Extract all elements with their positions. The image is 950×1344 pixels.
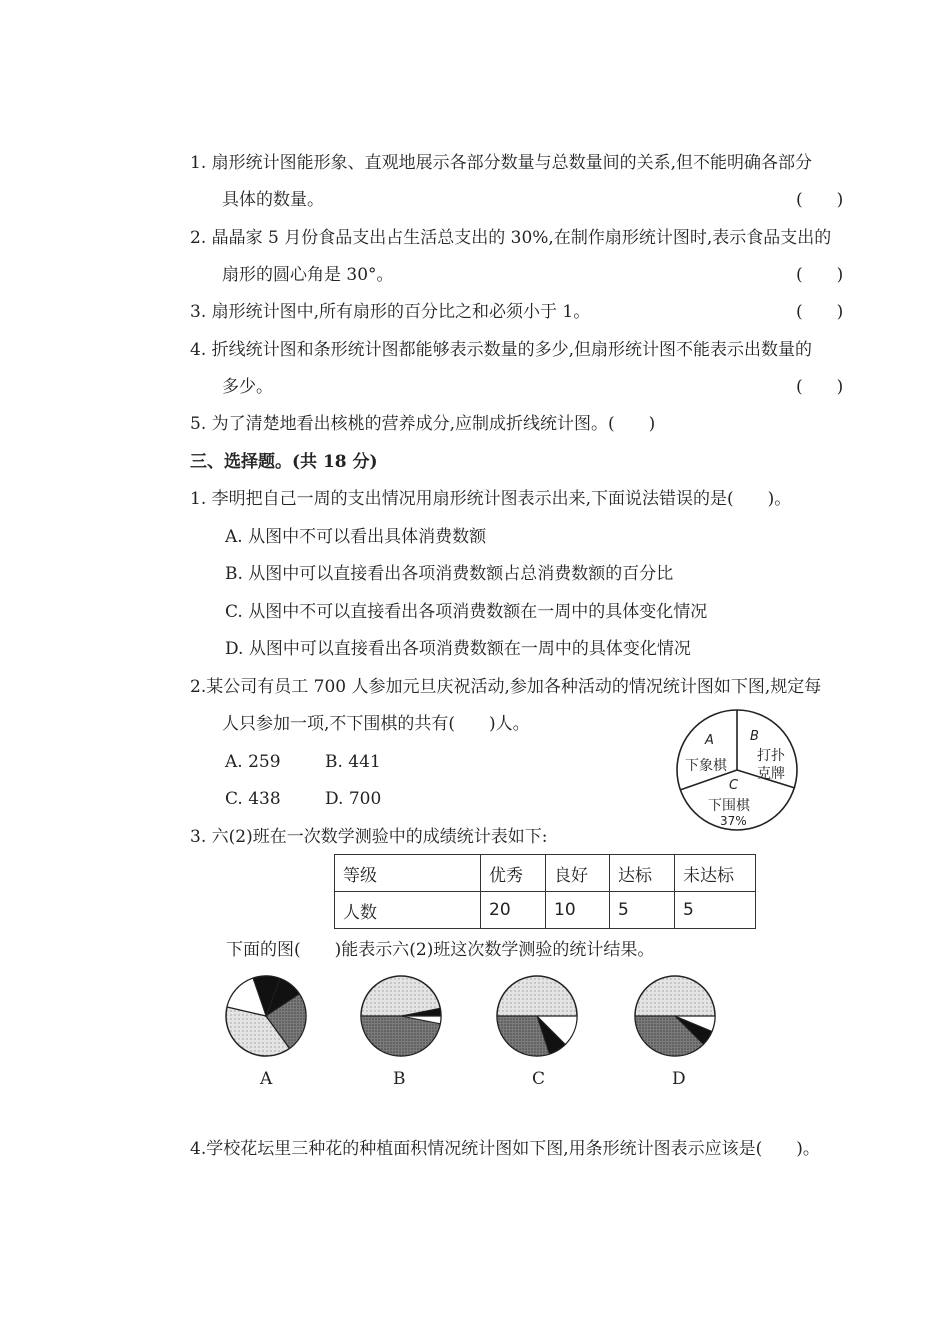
tf-q2-line2: 扇形的圆心角是 30°。 [222, 265, 394, 285]
mc-q1-option-a[interactable]: A. 从图中不可以看出具体消费数额 [225, 527, 487, 547]
mc-q1-option-c[interactable]: C. 从图中不可以直接看出各项消费数额在一周中的具体变化情况 [225, 602, 708, 622]
pie-label-c-percent: 37% [720, 814, 747, 828]
mc-q1-option-b[interactable]: B. 从图中可以直接看出各项消费数额占总消费数额的百分比 [225, 564, 674, 584]
tf-q1-line2: 具体的数量。 [222, 190, 324, 210]
option-b-pie[interactable] [361, 976, 441, 1056]
grades-table [334, 854, 756, 929]
table-cell: 人数 [335, 892, 481, 929]
pie-label-b-name1: 打扑 [757, 748, 785, 764]
table-cell: 20 [481, 892, 546, 929]
pie-label-a-name: 下象棋 [685, 758, 727, 774]
pie-label-b-letter: B [750, 729, 759, 744]
table-cell: 5 [610, 892, 675, 929]
option-pie-charts[interactable] [210, 970, 740, 1100]
pie-label-a-letter: A [705, 733, 714, 748]
mc-q2-option-b[interactable]: B. 441 [325, 752, 381, 772]
pie-label-c-name: 下围棋 [708, 798, 750, 814]
grades-table-data-row [335, 892, 756, 929]
tf-q4-line2: 多少。 [222, 377, 273, 397]
table-cell: 5 [675, 892, 756, 929]
table-header-cell: 等级 [335, 855, 481, 892]
mc-q2-option-a[interactable]: A. 259 [225, 752, 281, 772]
table-header-cell: 良好 [546, 855, 610, 892]
option-c-label[interactable]: C [532, 1069, 546, 1089]
grades-table-header-row [335, 855, 756, 892]
mc-q3-stem: 3. 六(2)班在一次数学测验中的成绩统计表如下: [190, 827, 548, 847]
option-d-label[interactable]: D [672, 1069, 686, 1089]
tf-q3-answer-paren[interactable]: ( ) [796, 302, 844, 322]
pie-label-b-name2: 克牌 [757, 766, 785, 782]
mc-q2-option-c[interactable]: C. 438 [225, 789, 281, 809]
option-a-label[interactable]: A [260, 1069, 273, 1089]
tf-q4-line1: 4. 折线统计图和条形统计图都能够表示数量的多少,但扇形统计图不能表示出数量的 [190, 340, 813, 360]
table-header-cell: 未达标 [675, 855, 756, 892]
tf-q2-line1: 2. 晶晶家 5 月份食品支出占生活总支出的 30%,在制作扇形统计图时,表示食品支出的 [190, 228, 832, 248]
mc-q3-question: 下面的图( )能表示六(2)班这次数学测验的统计结果。 [226, 940, 655, 960]
mc-q4-stem: 4.学校花坛里三种花的种植面积情况统计图如下图,用条形统计图表示应该是( )。 [190, 1139, 820, 1159]
tf-q1-answer-paren[interactable]: ( ) [796, 190, 844, 210]
option-a-pie[interactable] [226, 976, 306, 1056]
mc-q1-stem: 1. 李明把自己一周的支出情况用扇形统计图表示出来,下面说法错误的是( )。 [190, 489, 792, 509]
tf-q2-answer-paren[interactable]: ( ) [796, 265, 844, 285]
table-header-cell: 优秀 [481, 855, 546, 892]
mc-q2-option-d[interactable]: D. 700 [325, 789, 382, 809]
option-c-pie[interactable] [497, 976, 577, 1056]
option-b-label[interactable]: B [393, 1069, 406, 1089]
mc-q1-option-d[interactable]: D. 从图中可以直接看出各项消费数额在一周中的具体变化情况 [225, 639, 691, 659]
tf-q5: 5. 为了清楚地看出核桃的营养成分,应制成折线统计图。( ) [190, 414, 656, 434]
table-header-cell: 达标 [610, 855, 675, 892]
tf-q4-answer-paren[interactable]: ( ) [796, 377, 844, 397]
option-d-pie[interactable] [635, 976, 715, 1056]
mc-q2-stem-line2: 人只参加一项,不下围棋的共有( )人。 [222, 714, 530, 734]
pie-label-c-letter: C [729, 778, 739, 793]
tf-q1-line1: 1. 扇形统计图能形象、直观地展示各部分数量与总数量间的关系,但不能明确各部分 [190, 153, 813, 173]
tf-q3: 3. 扇形统计图中,所有扇形的百分比之和必须小于 1。 [190, 302, 591, 322]
section3-title: 三、选择题。(共 18 分) [190, 452, 378, 472]
table-cell: 10 [546, 892, 610, 929]
mc-q2-stem-line1: 2.某公司有员工 700 人参加元旦庆祝活动,参加各种活动的情况统计图如下图,规定每 [190, 677, 822, 697]
